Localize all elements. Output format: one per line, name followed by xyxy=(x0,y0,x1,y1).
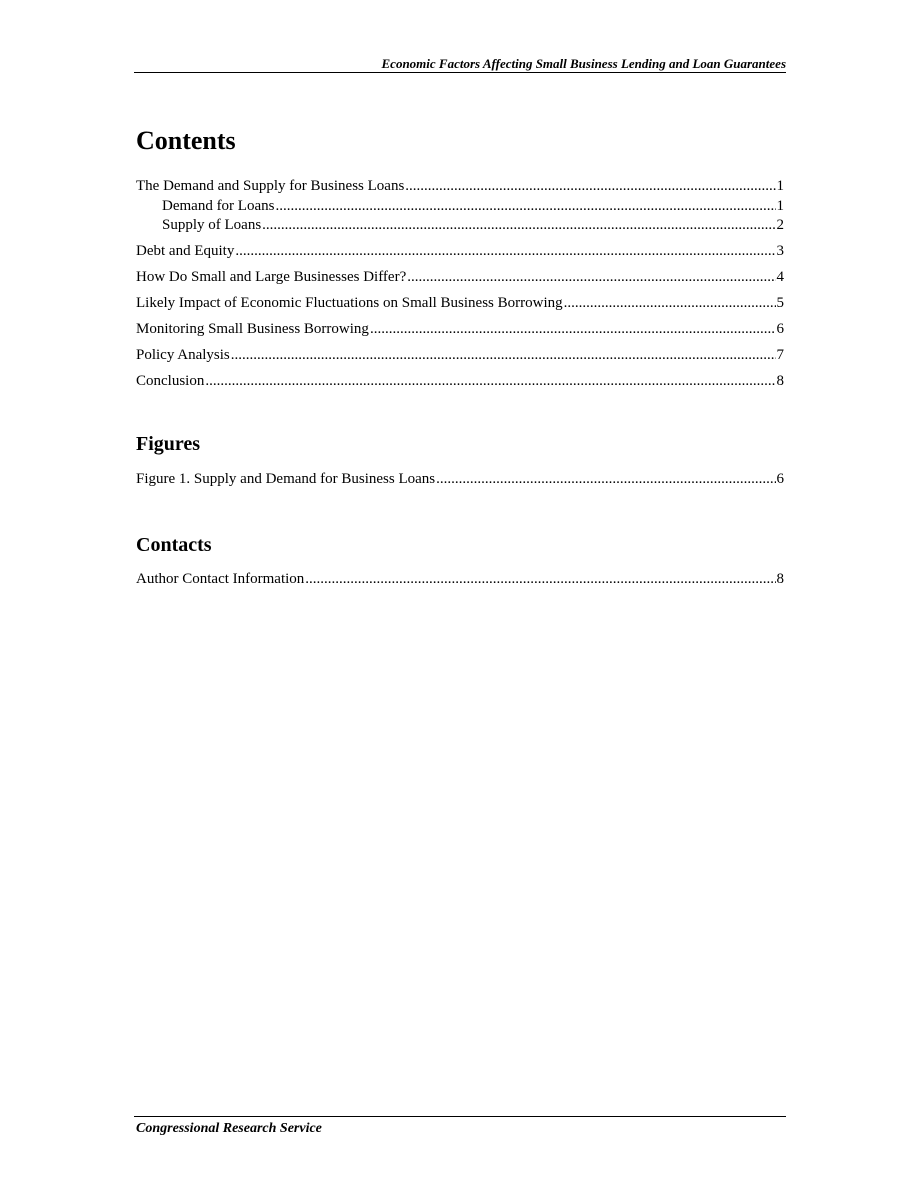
dot-leader xyxy=(405,177,775,196)
toc-entry-title: Policy Analysis xyxy=(136,347,230,363)
toc-entry-page: 1 xyxy=(776,198,784,214)
footer-rule xyxy=(134,1116,786,1117)
toc-entry-page: 5 xyxy=(776,295,784,311)
toc-entry-page: 2 xyxy=(776,217,784,233)
toc-entry-economic-fluctuations[interactable] xyxy=(136,294,784,313)
toc-entry-title: Monitoring Small Business Borrowing xyxy=(136,321,369,337)
toc-entry-debt-equity[interactable] xyxy=(136,242,784,261)
dot-leader xyxy=(275,197,775,216)
toc-entry-demand-for-loans[interactable] xyxy=(136,197,784,216)
toc-entry-supply-of-loans[interactable] xyxy=(136,216,784,235)
running-head: Economic Factors Affecting Small Business Lending and Loan Guarantees xyxy=(381,56,786,71)
toc-entry-title: Demand for Loans xyxy=(162,198,275,214)
toc-entry-title: Debt and Equity xyxy=(136,243,235,259)
toc-entry-figure-1[interactable] xyxy=(136,470,784,489)
toc-entry-page: 6 xyxy=(776,321,784,337)
toc-entry-title: How Do Small and Large Businesses Differ? xyxy=(136,269,407,285)
dot-leader xyxy=(305,570,775,589)
dot-leader xyxy=(262,216,775,235)
toc-entry-page: 6 xyxy=(776,471,784,487)
footer-text: Congressional Research Service xyxy=(136,1121,322,1136)
toc-entry-title: The Demand and Supply for Business Loans xyxy=(136,178,405,194)
header-rule xyxy=(134,72,786,73)
dot-leader xyxy=(564,294,776,313)
toc-entry-page: 4 xyxy=(776,269,784,285)
toc-entry-conclusion[interactable] xyxy=(136,372,784,391)
toc-entry-title: Conclusion xyxy=(136,373,205,389)
toc-entry-monitoring[interactable] xyxy=(136,320,784,339)
toc-entry-page: 8 xyxy=(776,571,784,587)
figures-heading: Figures xyxy=(136,433,201,455)
toc-entry-policy-analysis[interactable] xyxy=(136,346,784,365)
toc-entry-page: 7 xyxy=(776,347,784,363)
toc-entry-page: 8 xyxy=(776,373,784,389)
toc-entry-small-large-differ[interactable] xyxy=(136,268,784,287)
dot-leader xyxy=(231,346,776,365)
toc-entry-page: 1 xyxy=(776,178,784,194)
contacts-heading: Contacts xyxy=(136,534,212,556)
contacts-list xyxy=(136,570,784,589)
figures-list xyxy=(136,470,784,489)
toc-entry-title: Supply of Loans xyxy=(162,217,262,233)
toc-entry-page: 3 xyxy=(776,243,784,259)
toc-entry-author-contact[interactable] xyxy=(136,570,784,589)
contents-heading: Contents xyxy=(136,126,236,155)
dot-leader xyxy=(205,372,775,391)
dot-leader xyxy=(370,320,776,339)
toc-entry-demand-supply[interactable] xyxy=(136,177,784,196)
dot-leader xyxy=(235,242,775,261)
contents-list xyxy=(136,177,784,391)
dot-leader xyxy=(407,268,775,287)
dot-leader xyxy=(436,470,775,489)
toc-entry-title: Figure 1. Supply and Demand for Business Loans xyxy=(136,471,436,487)
toc-entry-title: Likely Impact of Economic Fluctuations on Small Business Borrowing xyxy=(136,295,563,311)
toc-entry-title: Author Contact Information xyxy=(136,571,305,587)
